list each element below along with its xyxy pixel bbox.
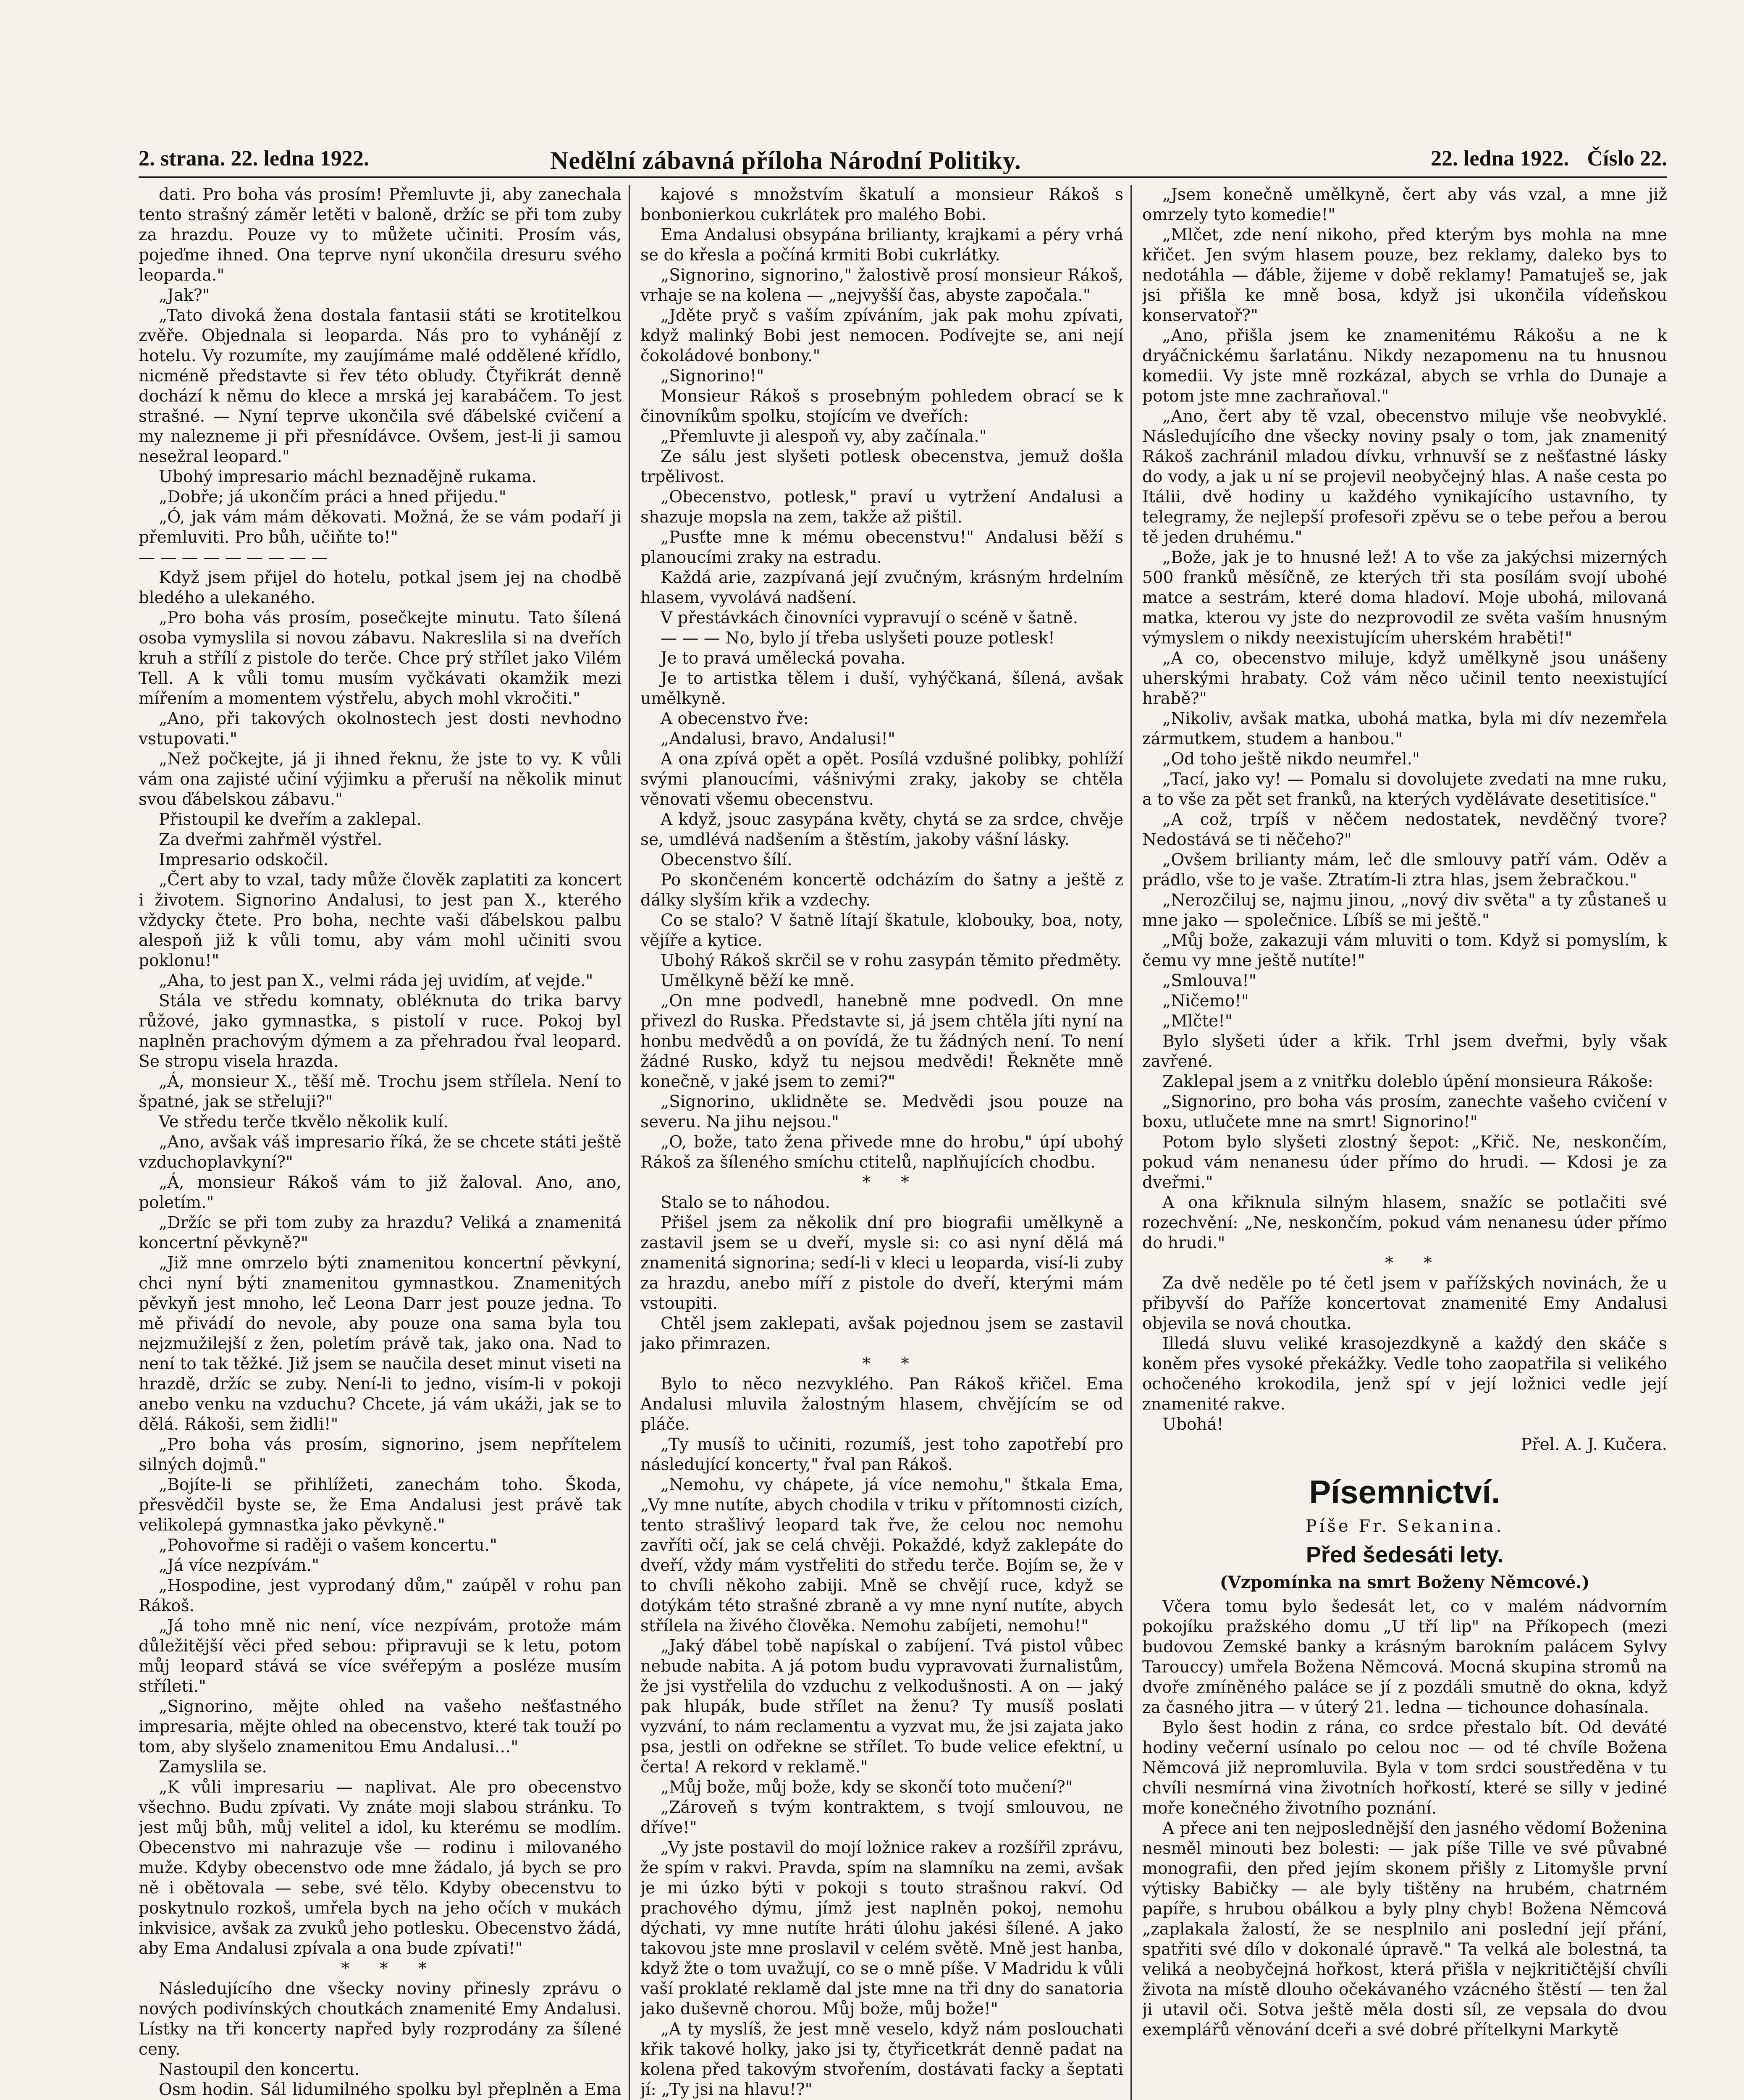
paragraph: Je to pravá umělecká povaha. [661,649,906,668]
paragraph: „Jsem konečně umělkyně, čert aby vás vzal, a mne již omrzely tyto komedie!" [1142,185,1667,224]
paragraph: „Vy jste postavil do mojí ložnice rakev a rozšířil zprávu, že spím v rakvi. Pravda, spím na slamníku na zemi, avšak je mi úzko býti v pokoji s touto strašnou rakví. Od prachového dýmu, jímž jest naplněn pokoj, nemohu dýchati, vy mne nutíte hráti úlohu jakési šílené. A jako takovou jste mne proslavil v celém světě. Mně jest hanba, když žte o tom uvažují, co se o mně píše. V Madridu k vůli vaší proklaté reklamě dal jste mne na tři dny do sanatoria jako duševně chorou. Můj bože, můj bože!" [640,1838,1123,2019]
paragraph: „Signorino, mějte ohled na vašeho nešťastného impresaria, mějte ohled na obecenstvo, které tak touží po tom, aby slyšelo znamenitou Emu Andalusi…" [139,1697,622,1756]
paragraph: Bylo šest hodin z rána, co srdce přestalo bít. Od deváté hodiny večerní usínalo po celou noc — od té chvíle Božena Němcová již nepromluvila. Byla v tom srdci soustředěna v tu chvíli nesmírná vina životních hořkostí, které se silly v jediné moře konečného životního poznání. [1142,1718,1667,1818]
paragraph: „Můj bože, můj bože, kdy se skončí toto mučení?" [661,1778,1073,1797]
paragraph: * * * [341,1959,439,1978]
paragraph: „Ty musíš to učiniti, rozumíš, jest toho zapotřebí pro následující koncerty," řval pan Rákoš. [640,1435,1123,1474]
paragraph: — — — — — — — — — [139,548,328,567]
paragraph: A ona zpívá opět a opět. Posílá vzdušné polibky, pohlíží svými planoucími, vášnivými zraky, jakoby se chtěla věnovati všemu obecenstvu. [640,750,1123,809]
paragraph: Přišel jsem za několik dní pro biografii umělkyně a zastavil jsem se u dveří, mysle si: co asi nyní dělá má znamenitá signorina; sedí-li v kleci u leoparda, visí-li zuby za hrazdu, anebo míří z pistole do dveří, kterými mám vstoupiti. [640,1213,1123,1313]
section-byline: Píše Fr. Sekanina. [1305,1517,1504,1536]
paragraph: „O, bože, tato žena přivede mne do hrobu," úpí ubohý Rákoš za šíleného smíchu ctitelů, naplňujících chodbu. [640,1133,1123,1172]
paragraph: „Ano, přišla jsem ke znamenitému Rákošu a ne k dryáčnickému šarlatánu. Nikdy nezapomenu na tu hnusnou komedii. Vy jste mně rozkázal, abych se vrhla do Dunaje a potom jste mne zachraňoval." [1142,326,1667,406]
paragraph: A obecenstvo řve: [661,709,809,728]
paragraph: „Jděte pryč s vaším zpíváním, jak pak mohu zpívati, když malinký Bobi jest nemocen. Podívejte se, ani nejí čokoládové bonbony." [640,306,1123,365]
paragraph: Ze sálu jest slyšeti potlesk obecenstva, jemuž došla trpělivost. [640,447,1123,486]
text-column-2 [640,185,1123,2100]
page-header [139,143,1667,178]
paragraph: „Pro boha vás prosím, posečkejte minutu. Tato šílená osoba vymyslila si novou zábavu. Nakreslila si na dveřích kruh a střílí z pistole do terče. Chce prý střílet jako Vilém Tell. A k vůli tomu musím vyčkávati okamžik mezi mířením a momentem výstřelu, abych mohl vkročiti." [139,609,622,708]
paragraph: „Ničemo!" [1162,992,1249,1011]
paragraph: „Pohovořme si raději o vašem koncertu." [159,1536,497,1555]
paragraph: „Smlouva!" [1162,971,1256,990]
paragraph: Impresario odskočil. [159,850,329,869]
paragraph: Illedá sluvu veliké krasojezdkyně a každý den skáče s koněm přes vysoké překážky. Vedle toho zaopatřila si velikého ochočeného krokodila, jenž spí v její ložnici vedle její znamenité rakve. [1142,1334,1667,1414]
paragraph: „Zároveň s tvým kontraktem, s tvojí smlouvou, ne dříve!" [640,1798,1123,1837]
paragraph: „Můj bože, zakazuji vám mluviti o tom. Když si pomyslím, k čemu vy mne ještě nutíte!" [1142,931,1667,970]
paragraph: „Andalusi, bravo, Andalusi!" [661,730,895,748]
paragraph: Ve středu terče tkvělo několik kulí. [159,1113,448,1131]
paragraph: „A co, obecenstvo miluje, když umělkyně jsou unášeny uherskými hrabaty. Což vám něco učinil tento neexistující hrabě?" [1142,649,1667,708]
paragraph: „Přemluvte ji alespoň vy, aby začínala." [661,427,987,446]
paragraph: „Bože, jak je to hnusné lež! A to vše za jakýchsi mizerných 500 franků měsíčně, ze kterých tři sta posílám svojí ubohé matce a sestrám, které doma hladoví. Moje ubohá, milovaná matka, kterou vy jste do nezprovodil ze světa vaším hnusným výmyslem o nikdy neexistujícím uherském hraběti!" [1142,548,1667,648]
header-date: 22. ledna 1922. [1430,147,1569,171]
paragraph: Ubohý Rákoš skrčil se v rohu zasypán těmito předměty. [661,951,1122,970]
paragraph: V přestávkách činovníci vypravují o scéně v šatně. [661,609,1078,627]
paragraph: „Já toho mně nic není, více nezpívám, protože mám důležitější věci před sebou: připravuji se k letu, potom můj leopard stává se více svéřepým a posléze musím stříleti." [139,1617,622,1696]
paragraph: „Dobře; já ukončím práci a hned přijedu." [159,488,506,507]
header-right [1418,146,1667,171]
paragraph: „Nikoliv, avšak matka, ubohá matka, byla mi dív nezemřela zármutkem, studem a hanbou." [1142,709,1667,748]
paragraph: A přece ani ten nejposlednější den jasného vědomí Boženina nesměl minouti bez bolesti: — jak píše Tille ve své půvabné monografii, den před jejím skonem přišly z Litomyšle první výtisky Babičky — ale byly tištěny na hrubém, chatrném papíře, s hrubou obálkou a byly plny chyb! Božena Němcová „zaplakala žalostí, že se nesplnilo ani poslední její přání, spatřiti své dílo v dokonalé úpravě." Ta velká ale bolestná, ta veliká a neobyčejná hořkost, která přišla v nejkritičtější chvíli života na místě dlouho očekávaného vzácného štěstí — ten žal ji utavil oči. Sotva ještě měla dosti síl, ze vepsala do dvou exemplářů věnování dceři a své dobré přítelkyni Markytě [1142,1819,1667,2040]
text-column-1 [139,185,622,2100]
paragraph: „Mlčte!" [1162,1012,1233,1031]
paragraph: Bylo to něco nezvyklého. Pan Rákoš křičel. Ema Andalusi mluvila žalostným hlasem, chvějícím se od pláče. [640,1375,1123,1434]
paragraph: dati. Pro boha vás prosím! Přemluvte ji, aby zanechala tento strašný záměr letěti v baloně, držíc se při tom zuby za hrazdu. Pouze vy to můžete učiniti. Prosím vás, pojeďme ihned. Ona teprve nyní ukončila dresuru svého leoparda." [139,185,622,285]
paragraph: „K vůli impresariu — naplivat. Ale pro obecenstvo všechno. Budu zpívati. Vy znáte moji slabou stránku. To jest můj bůh, můj velitel a idol, ku kterému se modlím. Obecenstvo mi nahrazuje vše — rodinu i milovaného muže. Kdyby obecenstvo ode mne žádalo, já bych se pro ně i obětovala — sebe, své tělo. Kdyby obecenstvu to poskytnulo rozkoš, umřela bych na jeho očích v mukách inkvisice, avšak za zvuků jeho potlesku. Obecenstvo žádá, aby Ema Andalusi zpívala a ona bude zpívati!" [139,1778,622,1958]
paragraph: A ona křiknula silným hlasem, snažíc se potlačiti své rozechvění: „Ne, neskončím, pokud vám nenanesu úder přímo do hrudi." [1142,1193,1667,1252]
paragraph: Nastoupil den koncertu. [159,2060,360,2079]
paragraph: Ema Andalusi obsypána brilianty, krajkami a péry vrhá se do křesla a počíná krmiti Bobi cukrlátky. [640,226,1123,265]
paragraph: Je to artistka tělem i duší, vyhýčkaná, šílená, avšak umělkyně. [640,669,1123,708]
paragraph: Následujícího dne všecky noviny přinesly zprávu o nových podivínských choutkách znamenité Emy Andalusi. Lístky na tři koncerty napřed byly rozprodány za šílené ceny. [139,1979,622,2059]
paragraph: „Pro boha vás prosím, signorino, jsem nepřítelem silných dojmů." [139,1435,622,1474]
paragraph: „Nemohu, vy chápete, já více nemohu," štkala Ema, „Vy mne nutíte, abych chodila v triku v přítomnosti cizích, tento strašlivý leopard tak řve, že celou noc nemohu zavříti očí, jak se celá chvěji. Pokaždé, když zaklepáte do dveří, vždy mám vystřeliti do středu terče. Bojím se, že v to chvíli někoho zabiji. Mně se chvějí ruce, když se dotýkám této strašné zbraně a vy mne nyní nutíte, abych střílela na živého člověka. Nemohu zabíjeti, nemohu!" [640,1475,1123,1635]
paragraph: * * [862,1173,922,1192]
paragraph: „Od toho ještě nikdo neumřel." [1162,750,1420,769]
paragraph: „Aha, to jest pan X., velmi ráda jej uvidím, ať vejde." [159,971,593,990]
paragraph: „Ano, avšak váš impresario říká, že se chcete státi ještě vzduchoplavkyní?" [139,1133,622,1172]
paragraph: „Pusťte mne k mému obecenstvu!" Andalusi běží s planoucími zraky na estradu. [640,528,1123,567]
paragraph: „Signorino, uklidněte se. Medvědi jsou pouze na severu. Na jihu nejsou." [640,1092,1123,1131]
paragraph: „Čert aby to vzal, tady může člověk zaplatiti za koncert i životem. Signorino Andalusi, to jest pan X., kterého vždycky čtete. Pro boha, nechte vaši ďábelskou palbu alespoň již k vůli tomu, aby vám mohl učiniti svou poklonu!" [139,871,622,970]
paragraph: Monsieur Rákoš s prosebným pohledem obrací se k činovníkům spolku, stojícím ve dveřích: [640,387,1123,426]
paragraph: „On mne podvedl, hanebně mne podvedl. On mne přivezl do Ruska. Představte si, já jsem chtěla jíti nyní na honbu medvědů a on povídá, že tu žádných není. To není žádné Rusko, když tu nejsou medvědi! Řekněte mně konečně, v jaké jsem to zemi?" [640,992,1123,1091]
paragraph: „Mlčet, zde není nikoho, před kterým bys mohla na mne křičet. Jen svým hlasem pouze, bez reklamy, daleko bys to nedotáhla — ďáble, žijeme v době reklamy! Pamatuješ se, jak jsi přišla ke mně bosa, když jsi ukončila vídeňskou konservatoř?" [1142,226,1667,325]
paragraph: Včera tomu bylo šedesát let, co v malém nádvorním pokojíku pražského domu „U tří lip" na Příkopech (mezi budovou Zemské banky a krásným barokním palácem Sylvy Tarouccy) umřela Božena Němcová. Mocná skupina stromů na dvoře zmíněného paláce se jí z pozdáli smutně do okna, když za časného jitra — v úterý 21. ledna — tichounce dohasínala. [1142,1597,1667,1717]
paragraph: „Jaký ďábel tobě napískal o zabíjení. Tvá pistol vůbec nebude nabita. A já potom budu vypravovati žurnalistům, že jsi vystřelila do vzduchu z velkodušnosti. A on — jaký pak hlupák, bude střílet na ženu? Ty musíš poslati vyzvání, to nám reclamentu a vyzvat mu, že jsi zajata jako psa, jestli on odřekne se střílet. To bude velice efektní, u čerta! A rekord v reklamě." [640,1637,1123,1777]
paragraph: Přistoupil ke dveřím a zaklepal. [159,810,422,829]
text-column-3 [1142,185,1667,2100]
paragraph: Co se stalo? V šatně lítají škatule, klobouky, boa, noty, vějíře a kytice. [640,911,1123,950]
paragraph: Stalo se to náhodou. [661,1193,830,1212]
paragraph: „Á, monsieur Rákoš vám to již žaloval. Ano, ano, poletím." [139,1173,622,1212]
paragraph: „Nerozčiluj se, najmu jinou, „nový div světa" a ty zůstaneš u mne jako — společnice. Líbíš se mi ještě." [1142,891,1667,930]
paragraph: „Ó, jak vám mám děkovati. Možná, že se vám podaří ji přemluviti. Pro bůh, učiňte to!" [139,508,622,547]
paragraph: Potom bylo slyšeti zlostný šepot: „Křič. Ne, neskončím, pokud vám nenanesu úder přímo do hrudi. — Kdosi je za dveřmi." [1142,1133,1667,1192]
paragraph: „A což, trpíš v něčem nedostatek, nevděčný tvore? Nedostává se ti něčeho?" [1142,810,1667,849]
paragraph: „Á, monsieur X., těší mě. Trochu jsem střílela. Není to špatné, jak se střeluji?" [139,1072,622,1111]
paragraph: „Ovšem brilianty mám, leč dle smlouvy patří vám. Oděv a prádlo, vše to je vaše. Ztratím-li ztra hlas, jsem žebračkou." [1142,850,1667,890]
paragraph: A když, jsouc zasypána květy, chytá se za srdce, chvěje se, umdlévá nadšením a štěstím, jakoby vášní lásky. [640,810,1123,849]
paragraph: kajové s množstvím škatulí a monsieur Rákoš s bonbonierkou cukrlátek pro malého Bobi. [640,185,1123,224]
paragraph: „Již mne omrzelo býti znamenitou koncertní pěvkyní, chci nyní býti znamenitou gymnastkou. Znamenitých pěvkyň jest mnoho, leč Leona Darr jest pouze jedna. To mě přivádí do nevole, aby pouze ona sama byla tou nejzmužilejší z žen, poletím právě tak, jako ona. Nad to není to tak těžké. Již jsem se naučila deset minut viseti na hrazdě, držíc se zuby. Není-li to jedno, visím-li v pokoji anebo venku na vzduchu? Chcete, já vám ukáži, jak se to dělá. Rákoši, sem židli!" [139,1254,622,1434]
paragraph: „Než počkejte, já ji ihned řeknu, že jste to vy. K vůli vám ona zajisté učiní výjimku a přeruší na několik minut svou ďábelskou zábavu." [139,750,622,809]
paragraph: „Ano, při takových okolnostech jest dosti nevhodno vstupovati." [139,709,622,748]
paragraph: „Obecenstvo, potlesk," praví u vytržení Andalusi a shazuje mopsla na zem, takže až pištil. [640,488,1123,527]
article-body [1142,1597,1667,2040]
story-continuation [1142,185,1667,1455]
paragraph: Obecenstvo šílí. [661,850,792,869]
paragraph: Za dveřmi zahřměl výstřel. [159,830,383,849]
paragraph: * * [862,1354,922,1373]
paragraph: — — — No, bylo jí třeba uslyšeti pouze potlesk! [661,629,1055,648]
article-note: (Vzpomínka na smrt Boženy Němcové.) [1219,1572,1590,1592]
paragraph: Umělkyně běží ke mně. [661,971,855,990]
paragraph: „Tato divoká žena dostala fantasii státi se krotitelkou zvěře. Objednala si leoparda. Nás pro to vyhánějí z hotelu. Vy rozumíte, my zaujímáme malé oddělené křídlo, nicméně představte si řev této obludy. Čtyřikrát denně dochází k němu do klece a mrská jej karabáčem. To jest strašné. — Nyní teprve ukončila své ďábelské cvičení a my nalezneme ji při přesnídávce. Ovšem, jest-li ji samou nesežral leopard." [139,306,622,466]
column-divider [629,185,630,2100]
paragraph: Ubohý impresario máchl beznadějně rukama. [159,467,537,486]
paragraph: Osm hodin. Sál lidumilného spolku byl přeplněn a Ema [159,2080,622,2099]
paragraph: „Jak?" [159,286,210,305]
paragraph: Za dvě neděle po té četl jsem v pařížských novinách, že u přibyvší do Paříže koncertovat znamenité Emy Andalusi objevila se nová choutka. [1142,1274,1667,1333]
paragraph: „Signorino, pro boha vás prosím, zanechte vašeho cvičení v boxu, utlučete mne na smrt! Signorino!" [1142,1092,1667,1131]
paragraph: Bylo slyšeti úder a křik. Trhl jsem dveřmi, byly však zavřené. [1142,1032,1667,1071]
paragraph: „Ano, čert aby tě vzal, obecenstvo miluje vše neobvyklé. Následujícího dne všecky noviny psaly o tom, jak znamenitý Rákoš zachránil mladou dívku, vrhnuvší se z nešťastné lásky do vody, a jak u ní se projevil neobyčejný hlas. A naše cesta po Itálii, dvě hodiny u každého vynikajícího ustavního, ty telegramy, že nejlepší profesoři zpěvu se o tebe peřou a berou tě jeden druhému." [1142,407,1667,547]
article-title: Před šedesáti lety. [1306,1542,1504,1567]
paragraph: Chtěl jsem zaklepati, avšak pojednou jsem se zastavil jako přimrazen. [640,1314,1123,1353]
paragraph: „Já více nezpívám." [159,1556,320,1575]
header-issue-number: Číslo 22. [1587,147,1667,171]
paragraph: Ubohá! [1162,1415,1224,1434]
paragraph: Zamyslila se. [159,1758,267,1777]
paragraph: Zaklepal jsem a z vnitřku doleblo úpění monsieura Rákoše: [1162,1072,1653,1091]
paragraph: Každá arie, zazpívaná její zvučným, krásným hrdelním hlasem, vyvolává nadšení. [640,568,1123,607]
paragraph: Když jsem přijel do hotelu, potkal jsem jej na chodbě bledého a ulekaného. [139,568,622,607]
paragraph: „Hospodine, jest vyprodaný dům," zaúpěl v rohu pan Rákoš. [139,1576,622,1615]
section-heading: Písemnictví. [1309,1473,1500,1510]
header-publication-title: Nedělní zábavná příloha Národní Politiky. [550,147,1021,174]
paragraph: „Tací, jako vy! — Pomalu si dovolujete zvedati na mne ruku, a to vše za pět set franků, na kterých vydělávate desetitisíce." [1142,770,1667,809]
paragraph: Stála ve středu komnaty, obléknuta do trika barvy růžové, jako gymnastka, s pistolí v ruce. Pokoj byl naplněn prachovým dýmem a za přehradou řval leopard. Se stropu visela hrazda. [139,992,622,1071]
paragraph: „Signorino!" [661,367,764,386]
paragraph: „Bojíte-li se přihlížeti, zanechám toho. Škoda, přesvědčil byste se, že Ema Andalusi jest právě tak velikolepá gymnastka jako pěvkyně." [139,1475,622,1535]
translator-signature: Přel. A. J. Kučera. [1521,1435,1667,1454]
paragraph: * * [1385,1254,1445,1273]
paragraph: „A ty myslíš, že jest mně veselo, když nám poslouchati křik takové holky, jako jsi ty, čtyřicetkrát denně padat na kolena před takovým stvořením, dostávati facky a šeptati jí: „Ty jsi na hlavu!?" [640,2020,1123,2099]
paragraph: „Držíc se při tom zuby za hrazdu? Veliká a znamenitá koncertní pěvkyně?" [139,1213,622,1252]
paragraph: Po skončeném koncertě odcházím do šatny a ještě z dálky slyším křik a vzdechy. [640,871,1123,910]
paragraph: „Signorino, signorino," žalostivě prosí monsieur Rákoš, vrhaje se na kolena — „nejvyšší čas, abyste započala." [640,266,1123,305]
column-divider [1130,185,1132,2100]
header-page-date: 2. strana. 22. ledna 1922. [139,147,369,171]
